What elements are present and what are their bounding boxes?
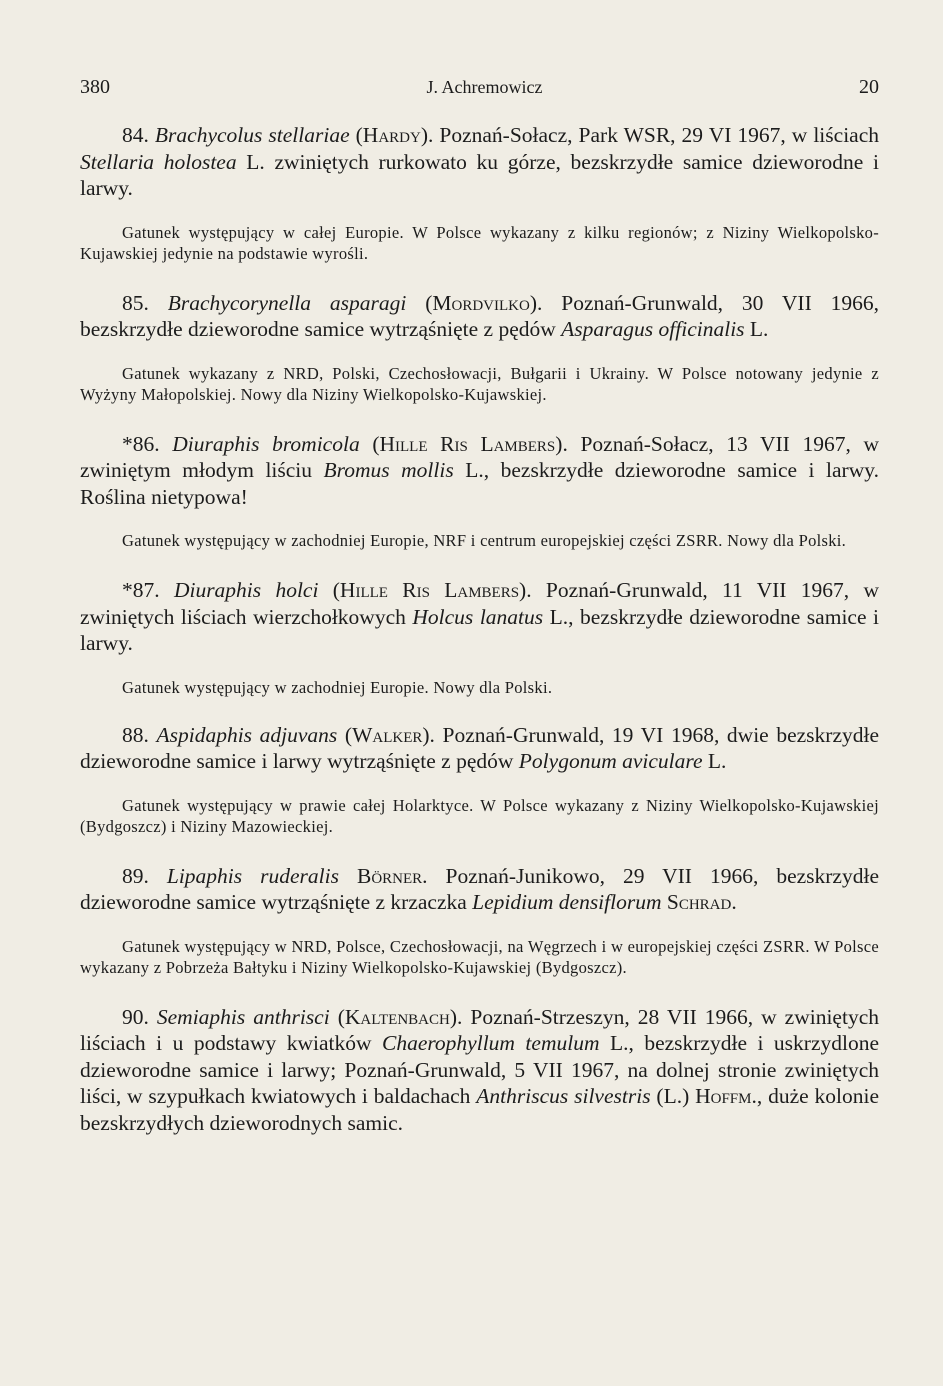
entry-text — [80, 863, 879, 916]
distribution-note: Gatunek występujący w zachodniej Europie. Nowy dla Polski. — [122, 677, 553, 697]
species-authority: Hardy — [362, 123, 421, 147]
running-header — [80, 76, 879, 99]
distribution-note: Gatunek występujący w zachodniej Europie, NRF i centrum europejskiej części ZSRR. Nowy dla Polski. — [122, 531, 847, 550]
host-authority: Schrad — [666, 890, 732, 914]
species-name: Lipaphis ruderalis — [166, 863, 339, 888]
record-text: . — [731, 890, 737, 914]
entry-84 — [80, 122, 879, 264]
distribution-note: Gatunek występujący w prawie całej Holarktyce. W Polsce wykazany z Niziny Wielkopolsko-Kujawskiej (Bydgoszcz) i Niziny Mazowieckiej. — [80, 795, 879, 836]
species-name: Diuraphis holci — [173, 578, 319, 602]
record-text: ). Poznań-Grunwald, 11 VII 1967, w zwiniętych liściach wierzchołkowych — [80, 578, 879, 629]
host-plant-2: Anthriscus silvestris — [476, 1084, 651, 1108]
record-text: ., duże kolonie bezskrzydłych dzieworodnych samic. — [80, 1084, 880, 1135]
species-authority: Börner — [356, 863, 423, 888]
distribution-note: Gatunek wykazany z NRD, Polski, Czechosłowacji, Bułgarii i Ukrainy. W Polsce notowany jedynie z Wyżyny Małopolskiej. Nowy dla Niziny Wielkopolsko-Kujawskiej. — [80, 363, 879, 404]
species-authority: Hille Ris Lambers — [339, 578, 520, 602]
entry-number: 90. — [122, 1004, 149, 1029]
host-plant: Polygonum aviculare — [518, 749, 703, 773]
record-text: ). Poznań-Sołacz, Park WSR, 29 VI 1967, w liściach — [420, 123, 879, 147]
volume-number: 20 — [859, 76, 879, 98]
record-text: ). Poznań-Grunwald, 30 VII 1966, bezskrzydłe dzieworodne samice wytrząśnięte z pędów — [80, 290, 879, 341]
article-body — [80, 122, 879, 1136]
record-text: . Poznań-Junikowo, 29 VII 1966, bezskrzydłe dzieworodne samice wytrząśnięte z krzaczka — [80, 863, 879, 914]
entry-text: 90. Semiaphis anthrisci (Kaltenbach). Poznań-Strzeszyn, 28 VII 1966, w zwiniętych liściach i u podstawy kwiatków Chaerophyllum temulum L., bezskrzydłe i uskrzydlone dzieworodne samice i larwy; Poznań-Grunwald, 5 VII 1967, na dolnej stronie zwiniętych liści, w szypułkach kwiatowych i baldachach Anthriscus silvestris (L.) Hoffm., duże kolonie bezskrzydłych dzieworodnych samic. — [80, 1004, 880, 1135]
entry-number: 89. — [122, 863, 149, 888]
host-plant: Holcus lanatus — [412, 604, 544, 629]
host-plant: Bromus mollis — [323, 458, 454, 482]
record-text: L., bezskrzydłe i uskrzydlone dzieworodne samice i larwy; Poznań-Grunwald, 5 VII 1967, na dolnej stronie zwiniętych liści, w szypułkach kwiatowych i baldachach — [80, 1031, 880, 1108]
entry-text: 84. Brachycolus stellariae (Hardy). Poznań-Sołacz, Park WSR, 29 VI 1967, w liściach Stellaria holostea L. zwiniętych rurkowato ku górze, bezskrzydłe samice dzieworodne i larwy. — [80, 123, 879, 200]
running-author: J. Achremowicz — [426, 77, 543, 97]
species-name: Diuraphis bromicola — [172, 431, 360, 456]
species-name: Brachycorynella asparagi — [167, 290, 407, 315]
distribution-note: Gatunek występujący w NRD, Polsce, Czechosłowacji, na Węgrzech i w europejskiej części ZSRR. W Polsce wykazany z Pobrzeża Bałtyku i Niziny Wielkopolsko-Kujawskiej (Bydgoszcz). — [80, 936, 879, 977]
species-authority: Hille Ris Lambers — [379, 431, 556, 456]
record-text: L. — [702, 749, 727, 773]
record-text: (L.) — [650, 1084, 696, 1108]
record-text: ). Poznań-Strzeszyn, 28 VII 1966, w zwiniętych liściach i u podstawy kwiatków — [80, 1004, 879, 1055]
entry-text: *86. Diuraphis bromicola (Hille Ris Lambers). Poznań-Sołacz, 13 VII 1967, w zwiniętym młodym liściu Bromus mollis L., bezskrzydłe dzieworodne samice i larwy. Roślina nietypowa! — [80, 431, 879, 509]
entry-85 — [80, 290, 879, 405]
record-text: L., bezskrzydłe dzieworodne samice i larwy. — [80, 604, 879, 655]
entry-text: 88. Aspidaphis adjuvans (Walker). Poznań-Grunwald, 19 VI 1968, dwie bezskrzydłe dzieworodne samice i larwy wytrząśnięte z pędów Polygonum aviculare L. — [80, 722, 879, 773]
entry-number: 84. — [122, 123, 149, 147]
entry-text: *87. Diuraphis holci (Hille Ris Lambers). Poznań-Grunwald, 11 VII 1967, w zwiniętych liściach wierzchołkowych Holcus lanatus L., bezskrzydłe dzieworodne samice i larwy. — [80, 578, 879, 655]
distribution-note: Gatunek występujący w całej Europie. W Polsce wykazany z kilku regionów; z Niziny Wielkopolsko-Kujawskiej jedynie na podstawie wyrośli. — [80, 222, 879, 263]
record-text: ). Poznań-Grunwald, 19 VI 1968, dwie bezskrzydłe dzieworodne samice i larwy wytrząśnięte z pędów — [80, 722, 879, 773]
entry-number: *87. — [122, 578, 160, 602]
species-authority: Walker — [352, 722, 423, 747]
host-plant: Stellaria holostea — [80, 149, 237, 174]
entry-86 — [80, 431, 879, 552]
entry-text: 85. Brachycorynella asparagi (Mordvilko). Poznań-Grunwald, 30 VII 1966, bezskrzydłe dzieworodne samice wytrząśnięte z pędów Asparagus officinalis L. — [80, 290, 879, 341]
host-plant: Chaerophyllum temulum — [381, 1031, 600, 1055]
species-name: Semiaphis anthrisci — [156, 1004, 330, 1029]
host-authority: Hoffm — [695, 1084, 752, 1108]
host-plant: Lepidium densiflorum — [472, 890, 662, 914]
species-name: Brachycolus stellariae — [154, 123, 350, 147]
record-text: L. zwiniętych rurkowato ku górze, bezskrzydłe samice dzieworodne i larwy. — [80, 149, 879, 200]
entry-number: 88. — [122, 722, 149, 747]
entry-90 — [80, 1004, 879, 1137]
record-text: ). Poznań-Sołacz, 13 VII 1967, w zwiniętym młodym liściu — [80, 431, 879, 482]
species-authority: Mordvilko — [432, 290, 530, 315]
species-authority: Kaltenbach — [344, 1004, 450, 1029]
species-name: Aspidaphis adjuvans — [156, 722, 338, 747]
entry-89 — [80, 863, 879, 978]
host-plant: Asparagus officinalis — [561, 317, 745, 341]
record-text: L. — [744, 317, 769, 341]
record-text: L., bezskrzydłe dzieworodne samice i larwy. Roślina nietypowa! — [80, 458, 879, 509]
entry-87 — [80, 577, 879, 698]
entry-number: 85. — [122, 290, 149, 315]
entry-number: *86. — [122, 431, 160, 456]
page-number: 380 — [80, 76, 110, 98]
entry-88 — [80, 722, 879, 837]
